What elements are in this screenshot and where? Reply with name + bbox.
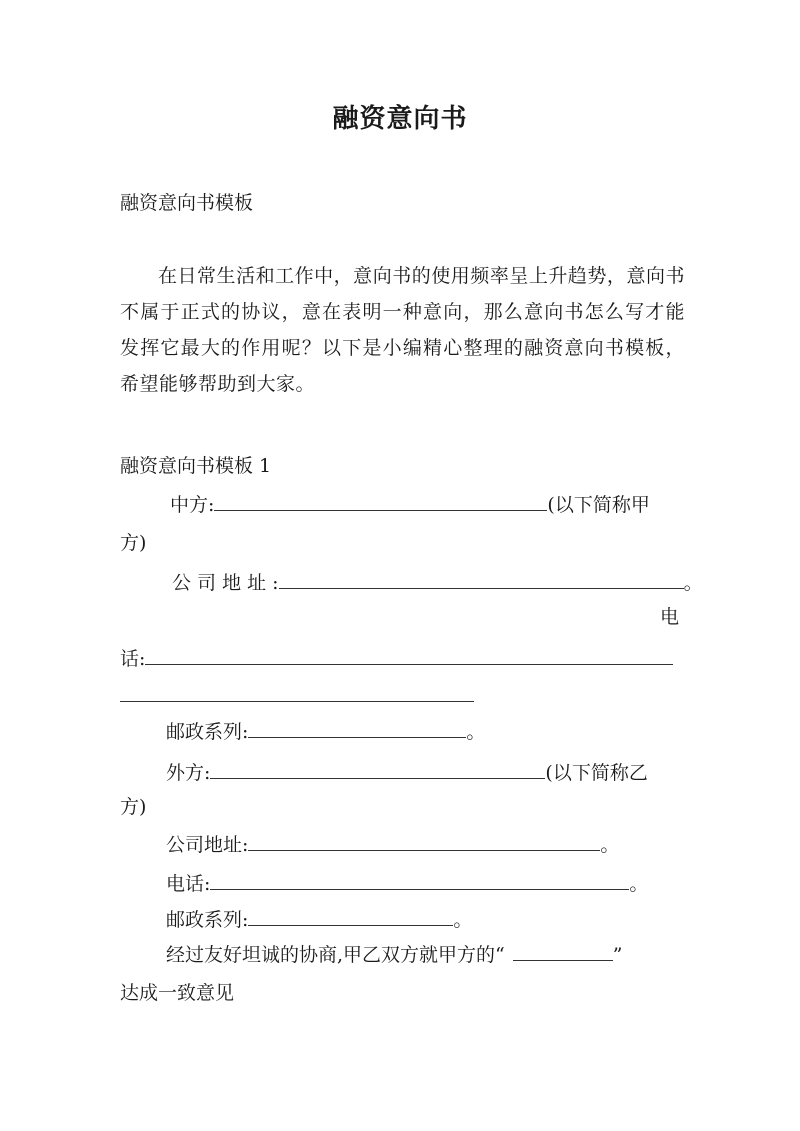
consensus-row [166, 944, 622, 965]
a-postal-label: 邮政系列: [166, 721, 249, 743]
a-phone-blank-cont [120, 701, 474, 702]
intro-paragraph: 在日常生活和工作中，意向书的使用频率呈上升趋势，意向书不属于正式的协议，意在表明一种意向，那么意向书怎么写才能发挥它最大的作用呢？以下是小编精心整理的融资意向书模板，希望能够帮助到大家。 [120, 265, 685, 395]
b-address-blank [248, 834, 600, 851]
b-postal-row [166, 909, 472, 930]
party-b-suffix: (以下简称乙 [545, 762, 648, 784]
a-phone-label-2: 话: [120, 648, 146, 670]
a-address-blank [279, 572, 684, 589]
a-phone-blank [145, 648, 673, 665]
a-phone-row [120, 648, 673, 669]
consensus-cont: 达成一致意见 [120, 982, 235, 1004]
b-postal-label: 邮政系列: [166, 909, 249, 931]
b-address-row [166, 834, 619, 855]
party-b-label: 外方: [166, 762, 211, 784]
party-a-suffix-cont: 方) [120, 532, 147, 554]
b-address-label: 公司地址: [166, 834, 249, 856]
a-address-label: 公 司 地 址 : [172, 572, 279, 594]
a-postal-row [166, 721, 485, 742]
b-phone-row [166, 873, 648, 894]
template-1-heading: 融资意向书模板 1 [120, 455, 272, 477]
a-postal-blank [248, 721, 466, 738]
a-address-end: 。 [683, 572, 703, 594]
party-a-suffix: (以下简称甲 [547, 494, 650, 516]
party-b-row [166, 762, 648, 783]
document-title: 融资意向书 [332, 104, 468, 134]
b-address-end: 。 [600, 834, 620, 856]
party-b-blank [210, 762, 545, 779]
b-postal-blank [248, 909, 453, 926]
party-a-label: 中方: [170, 494, 215, 516]
party-b-suffix-cont: 方) [120, 796, 147, 818]
a-phone-label-1: 电 [660, 606, 680, 628]
consensus-text: 经过友好坦诚的协商,甲乙双方就甲方的“ [166, 944, 505, 966]
party-a-blank [214, 494, 547, 511]
a-postal-end: 。 [466, 721, 486, 743]
b-phone-label: 电话: [166, 873, 211, 895]
party-a-row [170, 494, 650, 515]
consensus-blank [513, 944, 613, 961]
b-phone-end: 。 [629, 873, 649, 895]
consensus-quote-end: ” [612, 944, 623, 966]
b-phone-blank [210, 873, 629, 890]
b-postal-end: 。 [453, 909, 473, 931]
a-address-row [172, 572, 703, 593]
document-subtitle: 融资意向书模板 [120, 192, 254, 214]
